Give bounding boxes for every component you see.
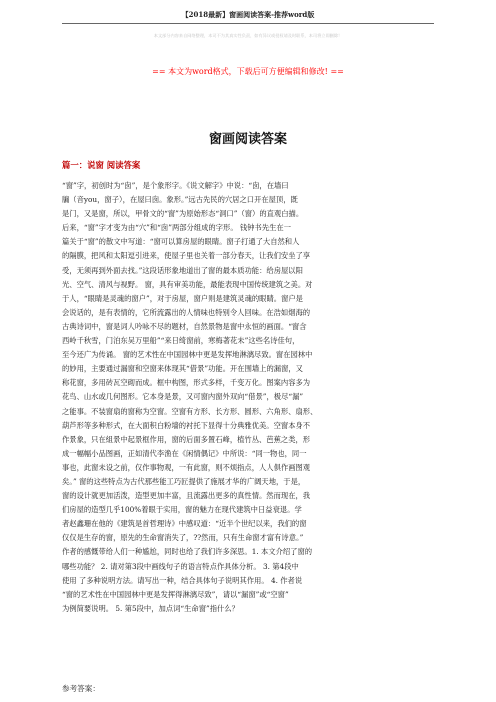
article-line: 作景象，只在組景中起景框作用，窗的后面多置石峰，植竹丛、芭蕉之类，形 <box>62 434 311 444</box>
article-line: 篇关于“窗”的散文中写道：“窗可以算房屋的眼睛。窗子打通了大自然和人 <box>62 237 300 247</box>
article-line: “窗”字，初创时为“囱”，是个象形字。《说文解字》中说：“囱，在墙曰 <box>62 181 289 190</box>
article-line: 者赵鑫珊在他的《建筑是首哲理诗》中感叹道：“近半个世纪以来，我们的窗 <box>62 519 307 529</box>
article-line: 葫芦形等多种形式，在大面积白粉墙的衬托下显得十分典雅优美。空窗本身不 <box>62 420 311 430</box>
article-line: 使用 了多种说明方法。请写出一种，结合具体句子说明其作用。 4. 作者说 <box>62 575 303 585</box>
article-line: 之能事。不装窗扇的窗称为空窗。空窗有方形、长方形、圆形、六角形、扇形、 <box>62 406 318 416</box>
disclaimer-watermark: 本文部分内容来自网络整理，本司不为其真实性负责，如有异议或侵权请及时联系，本司将立即删除！ <box>153 33 343 38</box>
article-line: “窗的艺术性在中国园林中更是发挥得淋漓尽致”，请以“漏窗”或“空窗” <box>62 589 289 599</box>
page-header-title: 【2018最新】窗画阅读答案-推荐word版 <box>181 10 315 19</box>
article-line: 牖（音you，窗子），在屋曰囱。象形。”远古先民的穴居之口开在屋顶，既 <box>62 195 298 205</box>
article-line: 后来，“窗”字才变为由“穴”和“囱”两部分组成的字形。 钱钟书先生在一 <box>62 223 292 233</box>
article-line: 的妙用，主要通过漏窗和空窗来体现其“借景”功能。开在围墙上的漏窗，又 <box>62 364 303 374</box>
article-line: 至今还广为传诵。 窗的艺术性在中国园林中更是发挥地淋漓尽致。窗在园林中 <box>62 350 313 360</box>
article-line: 会说话的，是有表情的，它所流露出的人情味也特别令人回味。在浩如烟海的 <box>62 307 311 317</box>
section-title: 篇一：说窗 阅读答案 <box>62 160 141 170</box>
article-line: 光、空气、清风与视野。 窗，具有审美功能，最能表现中国传统建筑之美。对 <box>62 279 313 289</box>
article-line: 西岭千秋雪，门泊东吴万里船”“来日绮窗前，寒梅著花未”这些名诗佳句， <box>62 336 300 346</box>
article-line: 于人，“眼睛是灵魂的窗户”，对于房屋，窗户则是建筑灵魂的眼睛。窗户是 <box>62 293 303 303</box>
article-line: 花鸟、山水或几何图形。它本身是景，又可窗内窗外双向“借景”，极尽“漏” <box>62 392 304 402</box>
article-line: 古典诗词中，窗是词人吟咏不尽的题材，自然景物是窗中永恒的画面。“窗含 <box>62 321 307 331</box>
document-title: 窗画阅读答案 <box>208 132 287 147</box>
article-line: 称花窗，多用砖瓦空砌而成。框中构图，形式多样，千变万化。图案内容多为 <box>62 378 311 388</box>
article-line: 事也，此窗未设之前，仅作事物观，一有此窗，则不烦指点，人人俱作画图观 <box>62 462 311 472</box>
answer-label: 参考答案： <box>62 684 100 693</box>
article-line: 仅仅是生存的窗，原先的生命窗消失了，??然而，只有生命窗才富有诗意。” <box>62 533 304 543</box>
edit-notice-banner: == 本文为word格式，下载后可方便编辑和修改! == <box>152 67 344 76</box>
article-line: 是门，又是窗，所以，甲骨文的“窗”为原始形态“洞口”（窗）的直观白描。 <box>62 209 304 219</box>
header-divider <box>62 23 434 24</box>
article-line: 成一幅幅小品图画，正如清代李渔在《闲情偶记》中所说：“同一物也，同一 <box>62 448 307 458</box>
article-line: 受，无须再到外面去找。”这段话形象地道出了窗的最本质功能：给房屋以阳 <box>62 265 303 275</box>
article-line: 为例简要说明。 5. 第5段中，加点词“生命窗”指什么？ <box>62 603 239 613</box>
article-line: 矣。” 窗的这些特点为古代那些能工巧匠提供了施展才华的广阔天地，于是， <box>62 476 306 486</box>
article-line: 哪些功能？ 2. 请对第3段中画线句子的语言特点作具体分析。 3. 第4段中 <box>62 561 299 571</box>
article-line: 窗的设计就更加活泼，造型更加丰富，且流露出更多的真性情。然而现在，我 <box>62 491 311 501</box>
article-line: 们房屋的造型几乎100%着眼于实用，窗的魅力在现代建筑中日益衰退。学 <box>62 505 302 515</box>
article-line: 的隔膜，把风和太阳逗引进来，使屋子里也关着一部分春天，让我们安坐了享 <box>62 251 311 261</box>
article-body <box>62 179 434 616</box>
article-line: 作者的感慨带给人们一种尴尬，同时也给了我们许多深思。1. 本文介绍了窗的 <box>62 547 313 557</box>
